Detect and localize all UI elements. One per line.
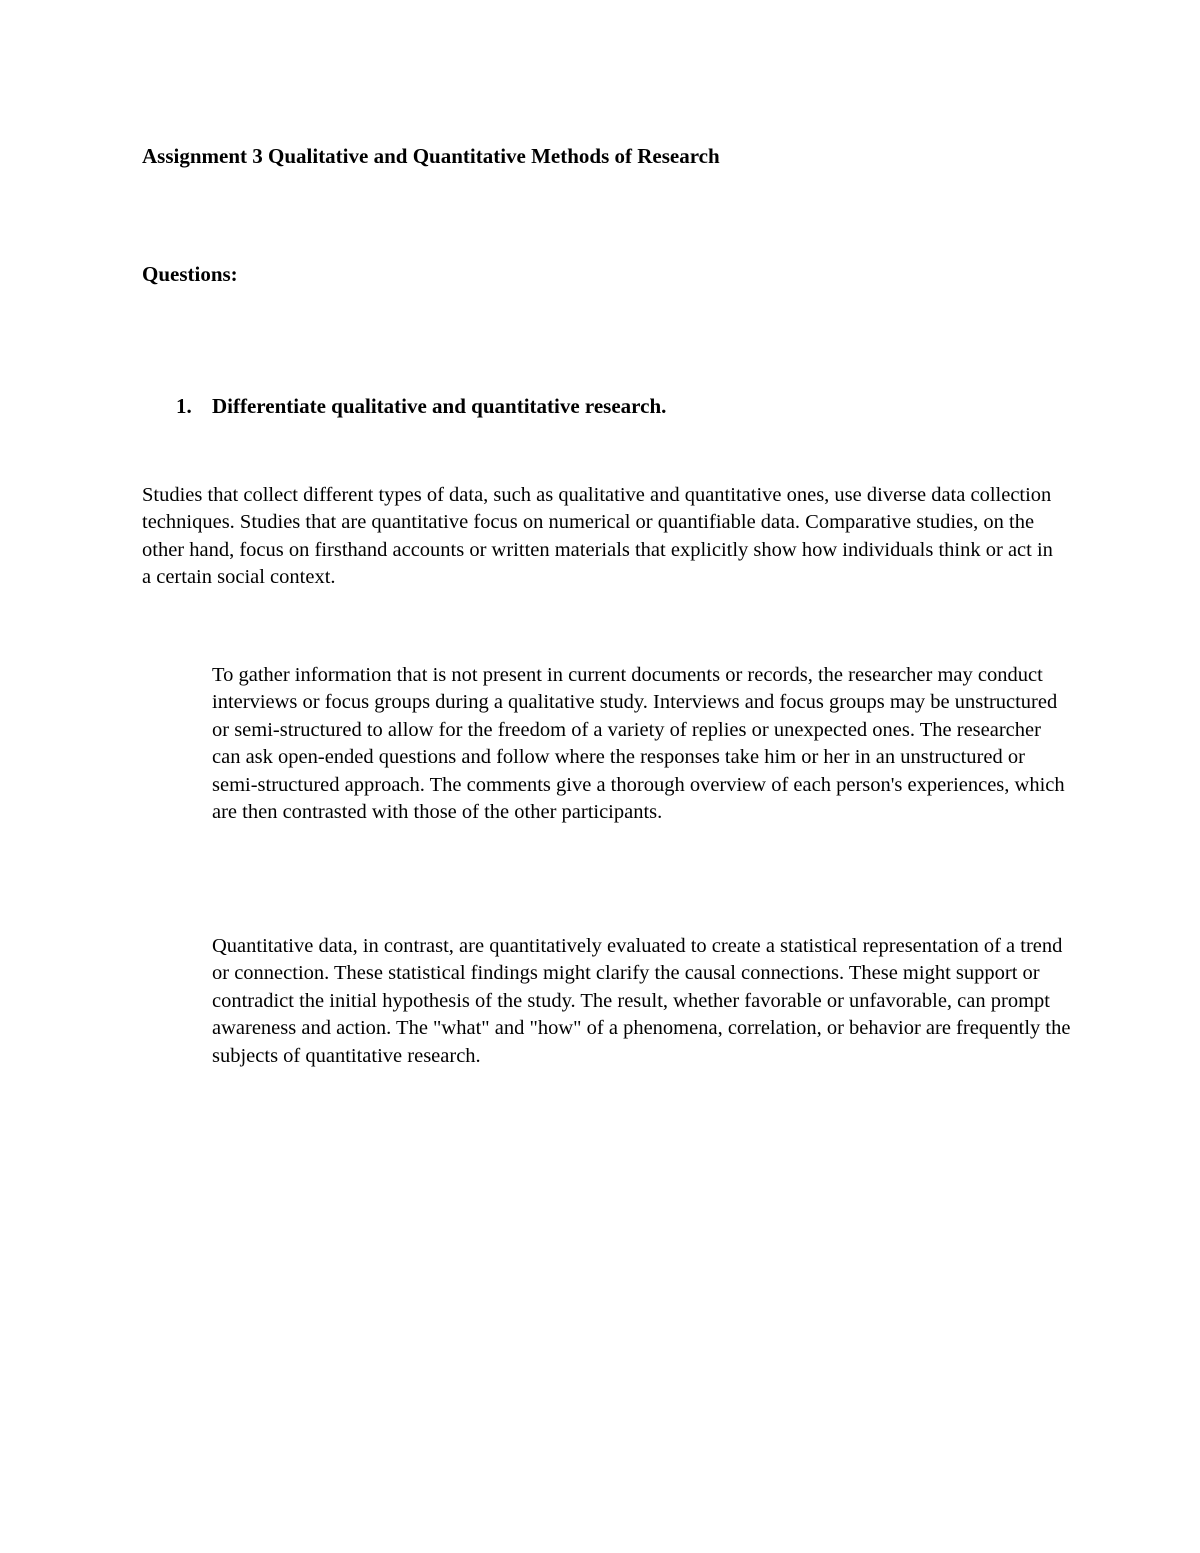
answer-paragraph-quantitative: Quantitative data, in contrast, are quantitatively evaluated to create a statistical representation of a trend or connection. These statistical findings might clarify the causal connections. These might support or contradict the initial hypothesis of the study. The result, whether favorable or unfavorable, can prompt awareness and action. The "what" and "how" of a phenomena, correlation, or behavior are frequently the subjects of quantitative research.	[212, 935, 1071, 1067]
answer-paragraph-qualitative: To gather information that is not present in current documents or records, the researcher may conduct interviews or focus groups during a qualitative study. Interviews and focus groups may be unstructured or semi-structured to allow for the freedom of a variety of replies or unexpected ones. The researcher can ask open-ended questions and follow where the responses take him or her in an unstructured or semi-structured approach. The comments give a thorough overview of each person's experiences, which are then contrasted with those of the other participants.	[212, 664, 1065, 824]
document-title: Assignment 3 Qualitative and Quantitative Methods of Research	[142, 144, 720, 168]
question-text: Differentiate qualitative and quantitative research.	[212, 394, 667, 418]
question-item	[176, 390, 666, 422]
section-label: Questions:	[142, 262, 238, 286]
answer-paragraph-intro: Studies that collect different types of data, such as qualitative and quantitative ones, use diverse data collection techniques. Studies that are quantitative focus on numerical or quantifiable data. Comparative studies, on the other hand, focus on firsthand accounts or written materials that explicitly show how individuals think or act in a certain social context.	[142, 484, 1053, 589]
question-number: 1.	[176, 394, 192, 418]
